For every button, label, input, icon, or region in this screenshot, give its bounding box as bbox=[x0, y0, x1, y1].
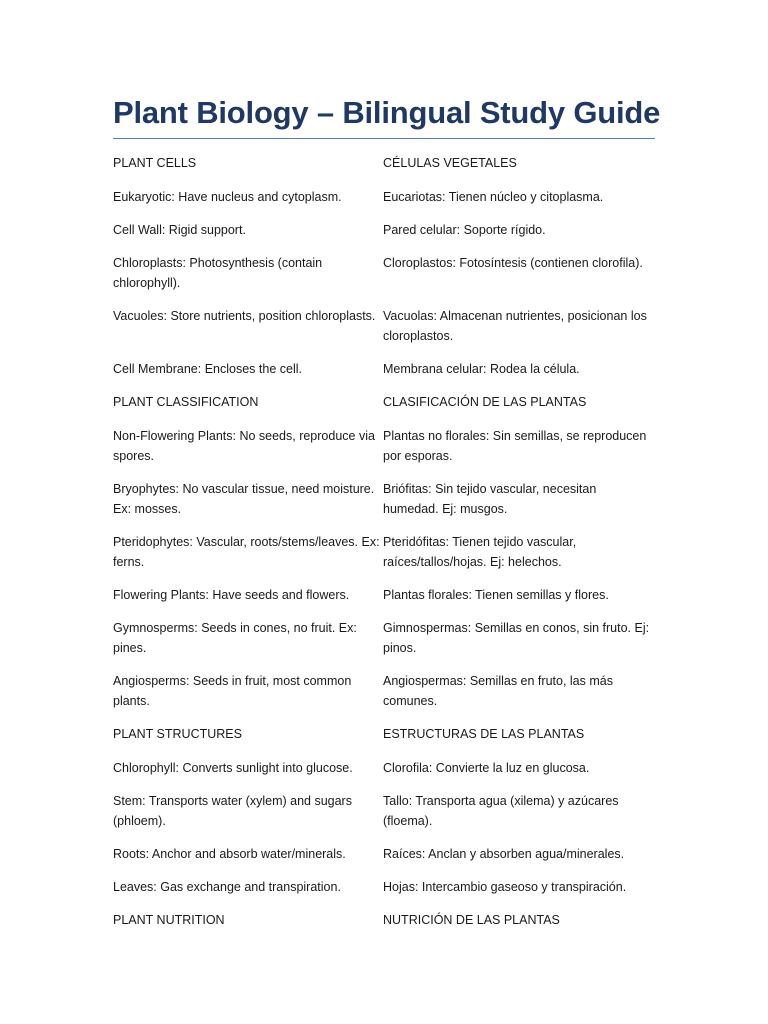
spanish-entry: Raíces: Anclan y absorben agua/minerales. bbox=[383, 847, 625, 861]
english-entry: Bryophytes: No vascular tissue, need moisture. Ex: mosses. bbox=[113, 482, 375, 516]
entry-row bbox=[113, 618, 655, 658]
spanish-entry: Plantas no florales: Sin semillas, se reproducen por esporas. bbox=[383, 429, 647, 463]
english-entry: Stem: Transports water (xylem) and sugars (phloem). bbox=[113, 794, 352, 828]
english-heading: PLANT NUTRITION bbox=[113, 913, 225, 927]
spanish-entry: Angiospermas: Semillas en fruto, las más comunes. bbox=[383, 674, 613, 708]
english-entry: Flowering Plants: Have seeds and flowers. bbox=[113, 588, 350, 602]
spanish-heading: CLASIFICACIÓN DE LAS PLANTAS bbox=[383, 395, 587, 409]
document-page bbox=[113, 92, 661, 944]
english-entry: Cell Membrane: Encloses the cell. bbox=[113, 362, 302, 376]
bilingual-table bbox=[113, 153, 655, 930]
entry-row bbox=[113, 758, 655, 778]
spanish-entry: Clorofila: Convierte la luz en glucosa. bbox=[383, 761, 590, 775]
spanish-entry: Tallo: Transporta agua (xilema) y azúcares (floema). bbox=[383, 794, 619, 828]
entry-row bbox=[113, 306, 655, 346]
entry-row bbox=[113, 585, 655, 605]
entry-row bbox=[113, 844, 655, 864]
entry-row bbox=[113, 253, 655, 293]
entry-row bbox=[113, 671, 655, 711]
english-entry: Chloroplasts: Photosynthesis (contain chlorophyll). bbox=[113, 256, 323, 290]
section-heading-row bbox=[113, 724, 655, 744]
english-entry: Angiosperms: Seeds in fruit, most common plants. bbox=[113, 674, 352, 708]
english-entry: Leaves: Gas exchange and transpiration. bbox=[113, 880, 341, 894]
spanish-entry: Pteridófitas: Tienen tejido vascular, raíces/tallos/hojas. Ej: helechos. bbox=[383, 535, 577, 569]
entry-row bbox=[113, 426, 655, 466]
english-entry: Roots: Anchor and absorb water/minerals. bbox=[113, 847, 346, 861]
spanish-entry: Hojas: Intercambio gaseoso y transpiración. bbox=[383, 880, 627, 894]
english-heading: PLANT CELLS bbox=[113, 156, 197, 170]
english-entry: Cell Wall: Rigid support. bbox=[113, 223, 246, 237]
spanish-entry: Membrana celular: Rodea la célula. bbox=[383, 362, 580, 376]
spanish-entry: Plantas florales: Tienen semillas y flores. bbox=[383, 588, 609, 602]
entry-row bbox=[113, 359, 655, 379]
section-heading-row bbox=[113, 910, 655, 930]
spanish-entry: Vacuolas: Almacenan nutrientes, posicionan los cloroplastos. bbox=[383, 309, 647, 343]
english-entry: Eukaryotic: Have nucleus and cytoplasm. bbox=[113, 190, 342, 204]
spanish-heading: CÉLULAS VEGETALES bbox=[383, 156, 517, 170]
spanish-entry: Pared celular: Soporte rígido. bbox=[383, 223, 546, 237]
english-entry: Gymnosperms: Seeds in cones, no fruit. Ex: pines. bbox=[113, 621, 357, 655]
english-entry: Chlorophyll: Converts sunlight into glucose. bbox=[113, 761, 353, 775]
entry-row bbox=[113, 791, 655, 831]
spanish-heading: NUTRICIÓN DE LAS PLANTAS bbox=[383, 913, 560, 927]
english-heading: PLANT STRUCTURES bbox=[113, 727, 242, 741]
entry-row bbox=[113, 877, 655, 897]
entry-row bbox=[113, 479, 655, 519]
spanish-entry: Gimnospermas: Semillas en conos, sin fruto. Ej: pinos. bbox=[383, 621, 650, 655]
spanish-entry: Eucariotas: Tienen núcleo y citoplasma. bbox=[383, 190, 604, 204]
entry-row bbox=[113, 220, 655, 240]
english-entry: Pteridophytes: Vascular, roots/stems/leaves. Ex: ferns. bbox=[113, 535, 380, 569]
entry-row bbox=[113, 187, 655, 207]
section-heading-row bbox=[113, 392, 655, 412]
spanish-heading: ESTRUCTURAS DE LAS PLANTAS bbox=[383, 727, 585, 741]
spanish-entry: Briófitas: Sin tejido vascular, necesitan humedad. Ej: musgos. bbox=[383, 482, 597, 516]
entry-row bbox=[113, 532, 655, 572]
english-entry: Non-Flowering Plants: No seeds, reproduce via spores. bbox=[113, 429, 375, 463]
document-title: Plant Biology – Bilingual Study Guide bbox=[113, 92, 655, 139]
english-heading: PLANT CLASSIFICATION bbox=[113, 395, 259, 409]
english-entry: Vacuoles: Store nutrients, position chloroplasts. bbox=[113, 309, 376, 323]
spanish-entry: Cloroplastos: Fotosíntesis (contienen clorofila). bbox=[383, 256, 643, 270]
section-heading-row bbox=[113, 153, 655, 173]
